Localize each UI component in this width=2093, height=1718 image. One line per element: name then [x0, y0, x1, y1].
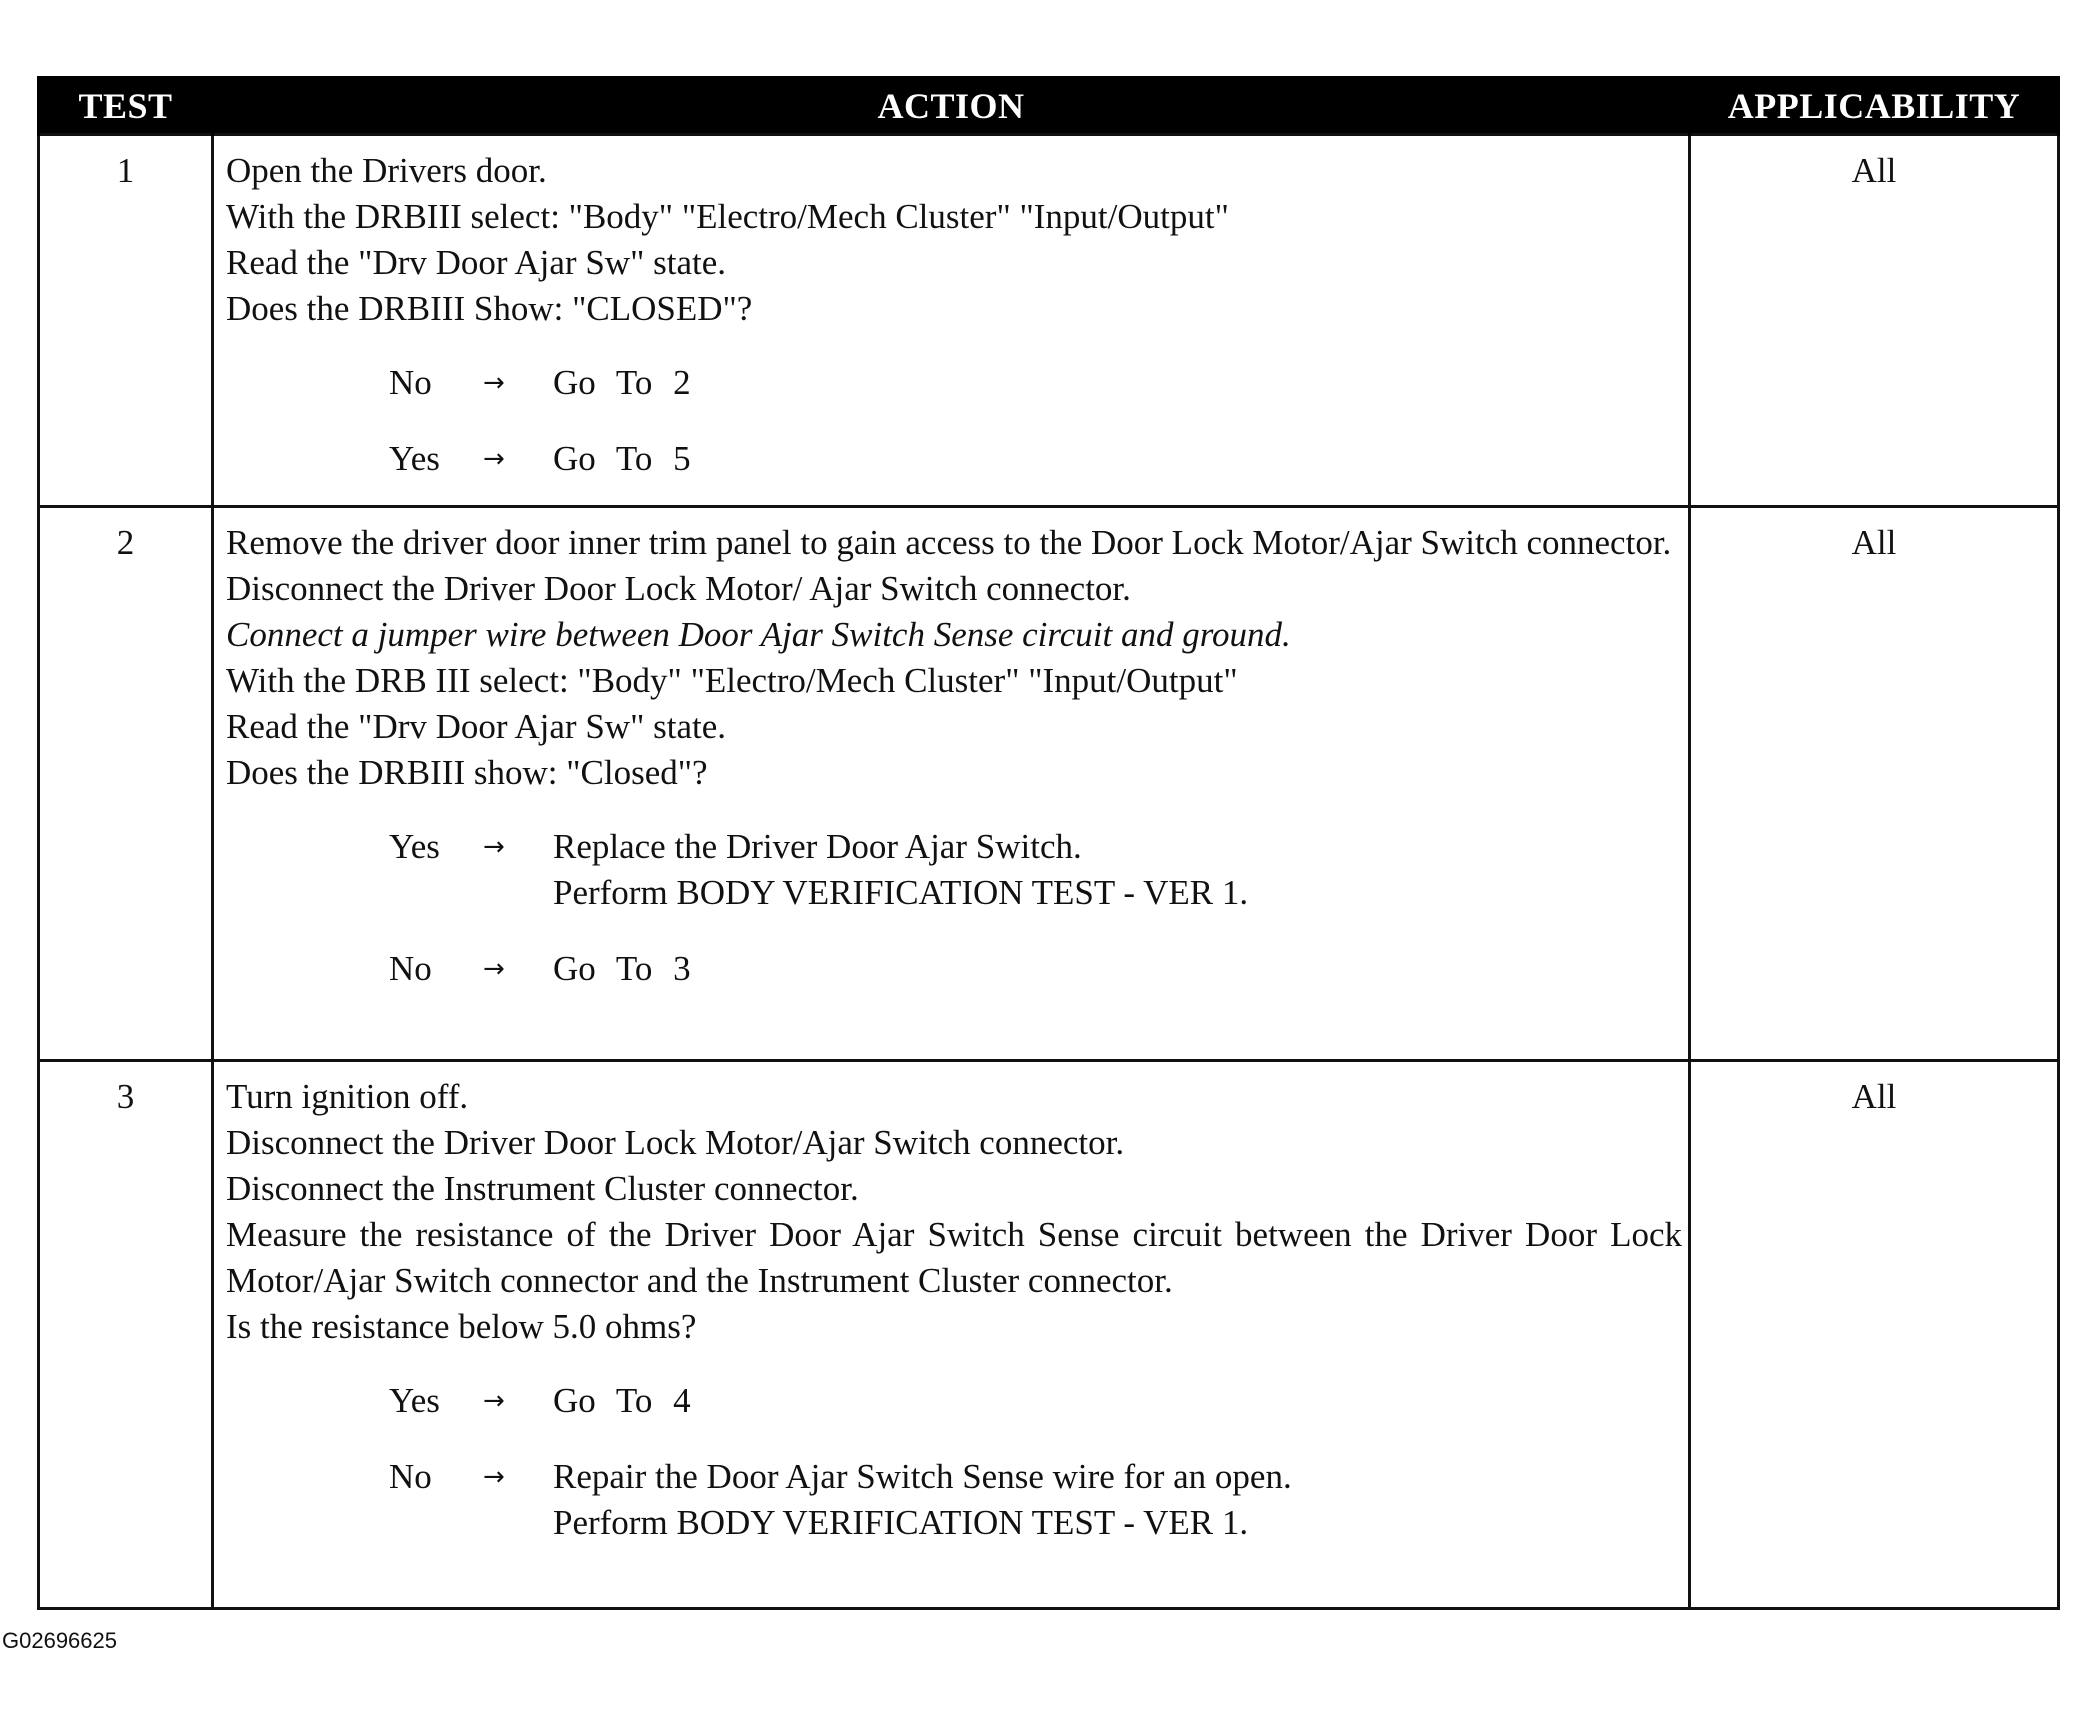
header-test: TEST	[39, 78, 213, 135]
outcome-result	[553, 824, 1682, 916]
outcome-item	[226, 1378, 1682, 1424]
outcome-result	[553, 1378, 1682, 1424]
outcome-answer: Yes	[389, 1381, 440, 1420]
outcome-result-line: Replace the Driver Door Ajar Switch.	[553, 827, 1082, 866]
outcome-result	[553, 360, 1682, 406]
action-step: Turn ignition off.	[226, 1077, 469, 1116]
action-cell	[213, 1061, 1690, 1609]
action-step: Disconnect the Driver Door Lock Motor/Ajar Switch connector.	[226, 1123, 1125, 1162]
applicability-cell: All	[1690, 1061, 2059, 1609]
action-step: Is the resistance below 5.0 ohms?	[226, 1307, 697, 1346]
outcome-result-line: Go To 5	[553, 439, 691, 478]
action-step: Open the Drivers door.	[226, 151, 547, 190]
applicability-cell: All	[1690, 135, 2059, 507]
outcome-result-line: Go To 4	[553, 1381, 691, 1420]
diagnostic-test-table	[37, 76, 2060, 1610]
action-step: With the DRBIII select: "Body" "Electro/Mech Cluster" "Input/Output"	[226, 197, 1229, 236]
outcome-result-line: Repair the Door Ajar Switch Sense wire for an open.	[553, 1457, 1292, 1496]
action-step: Disconnect the Driver Door Lock Motor/ Ajar Switch connector.	[226, 569, 1131, 608]
right-arrow-icon: →	[483, 1386, 505, 1416]
figure-id: G02696625	[2, 1628, 117, 1653]
outcome-item	[226, 824, 1682, 916]
outcome-item	[226, 1454, 1682, 1546]
right-arrow-icon: →	[483, 444, 505, 474]
outcome-list	[226, 360, 1682, 482]
outcome-answer: Yes	[389, 439, 440, 478]
action-step: Measure the resistance of the Driver Door Ajar Switch Sense circuit between the Driver Door Lock Motor/Ajar Switch connector and the Instrument Cluster connector.	[226, 1215, 1691, 1300]
test-number: 3	[39, 1061, 213, 1609]
outcome-answer: No	[389, 363, 432, 402]
table-header-row	[39, 78, 2059, 135]
outcome-item	[226, 360, 1682, 406]
outcome-answer: No	[389, 949, 432, 988]
outcome-list	[226, 824, 1682, 992]
table-row	[39, 135, 2059, 507]
outcome-list	[226, 1378, 1682, 1546]
table-row	[39, 1061, 2059, 1609]
outcome-result-line: Go To 3	[553, 949, 691, 988]
outcome-item	[226, 946, 1682, 992]
right-arrow-icon: →	[483, 1462, 505, 1492]
outcome-item	[226, 436, 1682, 482]
header-action: ACTION	[213, 78, 1690, 135]
outcome-result-line: Perform BODY VERIFICATION TEST - VER 1.	[553, 873, 1249, 912]
action-step: Disconnect the Instrument Cluster connector.	[226, 1169, 859, 1208]
table-row	[39, 507, 2059, 1061]
applicability-cell: All	[1690, 507, 2059, 1061]
right-arrow-icon: →	[483, 832, 505, 862]
outcome-result	[553, 436, 1682, 482]
action-step: Read the "Drv Door Ajar Sw" state.	[226, 243, 726, 282]
right-arrow-icon: →	[483, 954, 505, 984]
outcome-result	[553, 1454, 1682, 1546]
outcome-result-line: Perform BODY VERIFICATION TEST - VER 1.	[553, 1503, 1249, 1542]
action-step: Connect a jumper wire between Door Ajar Switch Sense circuit and ground.	[226, 615, 1291, 654]
right-arrow-icon: →	[483, 368, 505, 398]
outcome-answer: Yes	[389, 827, 440, 866]
action-cell	[213, 135, 1690, 507]
outcome-answer: No	[389, 1457, 432, 1496]
action-step: Does the DRBIII Show: "CLOSED"?	[226, 289, 753, 328]
action-step: Does the DRBIII show: "Closed"?	[226, 753, 708, 792]
action-cell	[213, 507, 1690, 1061]
action-step: Read the "Drv Door Ajar Sw" state.	[226, 707, 726, 746]
outcome-result	[553, 946, 1682, 992]
outcome-result-line: Go To 2	[553, 363, 691, 402]
test-number: 2	[39, 507, 213, 1061]
action-step: Remove the driver door inner trim panel to gain access to the Door Lock Motor/Ajar Switch connector.	[226, 523, 1672, 562]
action-step: With the DRB III select: "Body" "Electro/Mech Cluster" "Input/Output"	[226, 661, 1238, 700]
header-applicability: APPLICABILITY	[1690, 78, 2059, 135]
test-number: 1	[39, 135, 213, 507]
